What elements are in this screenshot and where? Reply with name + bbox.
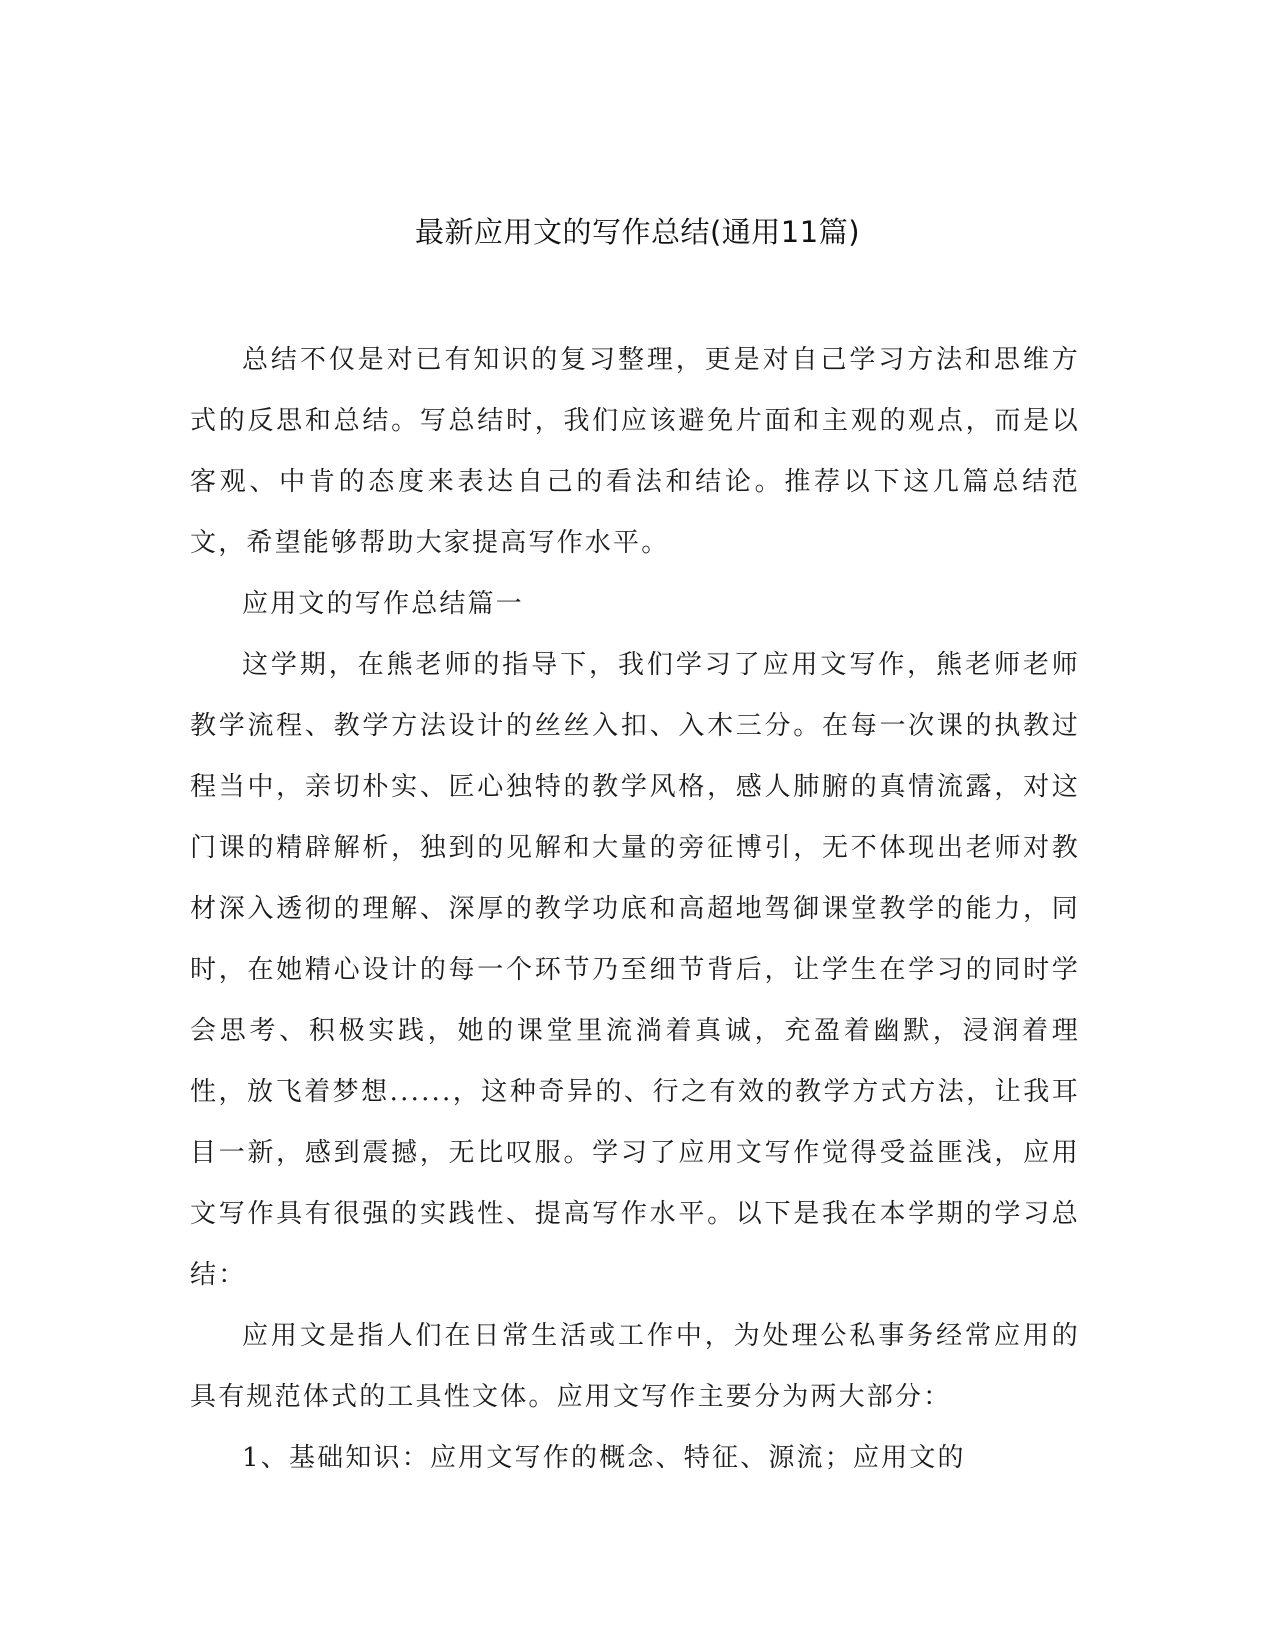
list-item: 1、基础知识：应用文写作的概念、特征、源流；应用文的 [242, 1443, 966, 1473]
body-paragraph: 这学期，在熊老师的指导下，我们学习了应用文写作，熊老师老师教学流程、教学方法设计的丝丝入扣、入木三分。在每一次课的执教过程当中，亲切朴实、匠心独特的教学风格，感人肺腑的真情流露，对这门课的精辟解析，独到的见解和大量的旁征博引，无不体现出老师对教材深入透彻的理解、深厚的教学功底和高超地驾御课堂教学的能力，同时，在她精心设计的每一个环节乃至细节背后，让学生在学习的同时学会思考、积极实践，她的课堂里流淌着真诚，充盈着幽默，浸润着理性，放飞着梦想......，这种奇异的、行之有效的教学方式方法，让我耳目一新，感到震撼，无比叹服。学习了应用文写作觉得受益匪浅，应用文写作具有很强的实践性、提高写作水平。以下是我在本学期的学习总结： [190, 650, 1080, 1290]
section-heading: 应用文的写作总结篇一 [242, 589, 525, 619]
document-title: 最新应用文的写作总结(通用11篇) [414, 215, 861, 249]
document-body [190, 330, 1080, 1489]
intro-paragraph: 总结不仅是对已有知识的复习整理，更是对自己学习方法和思维方式的反思和总结。写总结时，我们应该避免片面和主观的观点，而是以客观、中肯的态度来表达自己的看法和结论。推荐以下这几篇总结范文，希望能够帮助大家提高写作水平。 [190, 345, 1080, 558]
body-paragraph: 应用文是指人们在日常生活或工作中，为处理公私事务经常应用的具有规范体式的工具性文体。应用文写作主要分为两大部分： [190, 1321, 1080, 1412]
